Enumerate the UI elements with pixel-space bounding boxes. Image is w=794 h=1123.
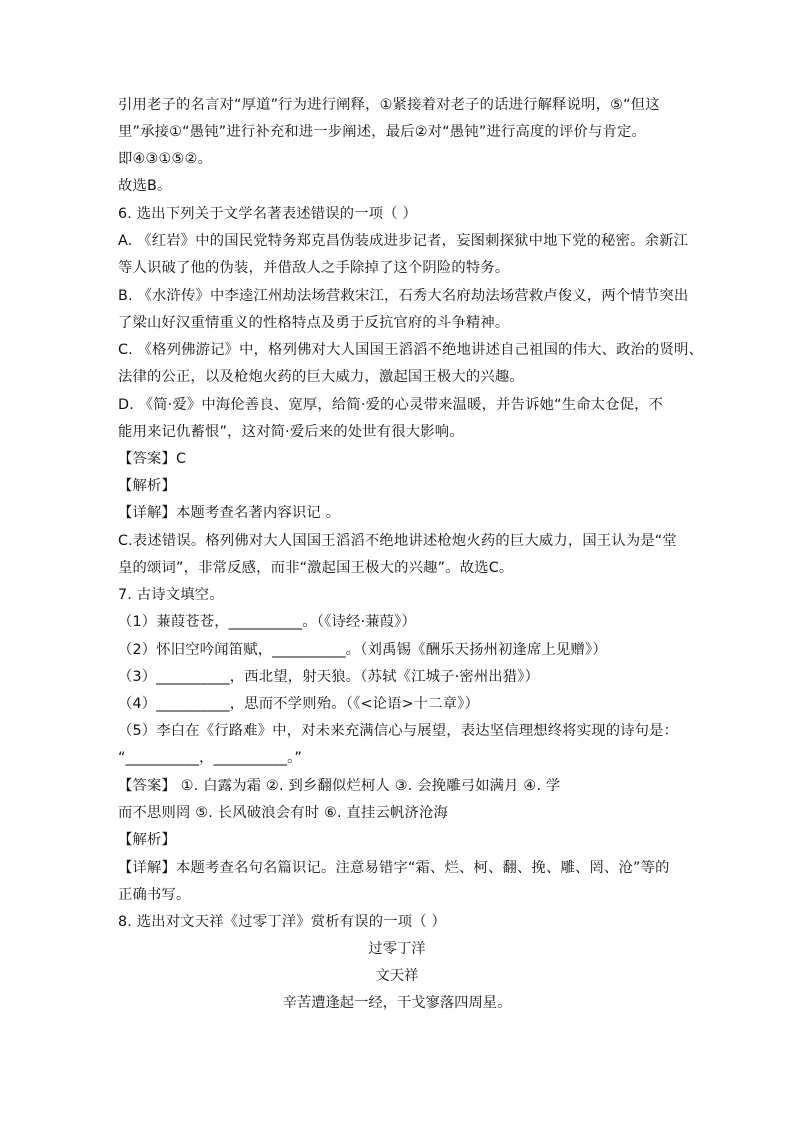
option-a-cont: 等人识破了他的伪装，并借敌人之手除掉了这个阴险的特务。: [118, 260, 510, 276]
option-b-cont: 了梁山好汉重情重义的性格特点及勇于反抗官府的斗争精神。: [118, 315, 510, 331]
detail-line: 【详解】本题考查名著内容识记 。: [118, 505, 341, 521]
answer-line: 【答案】 ①. 白露为霜 ②. 到乡翻似烂柯人 ③. 会挽雕弓如满月 ④. 学: [118, 778, 561, 794]
paragraph-line: 引用老子的名言对“厚道”行为进行阐释，①紧接着对老子的话进行解释说明，⑤“但这: [118, 97, 660, 113]
paragraph-line: 即④③①⑤②。: [118, 151, 213, 167]
option-b: B. 《水浒传》中李逵江州劫法场营救宋江，石秀大名府劫法场营救卢俊义，两个情节突出: [118, 288, 689, 304]
detail-line: 皇的颂词”，非常反感，而非“激起国王极大的兴趣”。故选C。: [118, 560, 514, 576]
poem-author: 文天祥: [375, 968, 419, 984]
poem-title: 过零丁洋: [368, 941, 426, 957]
option-c-cont: 法律的公正，以及枪炮火药的巨大威力，激起国王极大的兴趣。: [118, 369, 524, 385]
analysis-label: 【解析】: [118, 478, 176, 494]
question-7-stem: 7. 古诗文填空。: [118, 587, 224, 603]
option-d: D. 《简·爱》中海伦善良、宽厚，给简·爱的心灵带来温暖，并告诉她“生命太仓促，不: [118, 397, 664, 413]
fill-item: （2）怀旧空吟闻笛赋，__________。（刘禹锡《酬乐天扬州初逢席上见赠》）: [118, 642, 607, 658]
answer-label: 【答案】C: [118, 451, 187, 467]
analysis-label: 【解析】: [118, 832, 176, 848]
option-c: C. 《格列佛游记》中，格列佛对大人国国王滔滔不绝地讲述自己祖国的伟大、政治的贤明、: [118, 342, 704, 358]
detail-line: 正确书写。: [118, 887, 191, 903]
paragraph-line: 故选B。: [118, 178, 172, 194]
fill-item: （1）蒹葭苍苍，__________。（《诗经·蒹葭》）: [118, 614, 417, 630]
option-a: A. 《红岩》中的国民党特务郑克昌伪装成进步记者，妄图刺探狱中地下党的秘密。余新江: [118, 233, 689, 249]
answer-line-cont: 而不思则罔 ⑤. 长风破浪会有时 ⑥. 直挂云帆济沧海: [118, 805, 448, 821]
detail-line: C.表述错误。格列佛对大人国国王滔滔不绝地讲述枪炮火药的巨大威力，国王认为是“堂: [118, 533, 677, 549]
poem-line: 辛苦遭逢起一经，干戈寥落四周星。: [282, 995, 512, 1011]
fill-item: （5）李白在《行路难》中，对未来充满信心与展望，表达坚信理想终将实现的诗句是：: [118, 723, 679, 739]
fill-item: （3）__________，西北望，射天狼。（苏轼《江城子·密州出猎》）: [118, 669, 540, 685]
detail-line: 【详解】本题考查名句名篇识记。注意易错字“霜、烂、柯、翻、挽、雕、罔、沧”等的: [118, 860, 670, 876]
fill-item-cont: “__________，__________。”: [118, 750, 303, 766]
fill-item: （4）__________，思而不学则殆。（《<论语>十二章》）: [118, 696, 480, 712]
question-6-stem: 6. 选出下列关于文学名著表述错误的一项（ ）: [118, 206, 417, 222]
question-8-stem: 8. 选出对文天祥《过零丁洋》赏析有误的一项（ ）: [118, 914, 446, 930]
option-d-cont: 能用来记仇蓄恨”，这对简·爱后来的处世有很大影响。: [118, 424, 464, 440]
paragraph-line: 里”承接①“愚钝”进行补充和进一步阐述，最后②对“愚钝”进行高度的评价与肯定。: [118, 124, 646, 140]
